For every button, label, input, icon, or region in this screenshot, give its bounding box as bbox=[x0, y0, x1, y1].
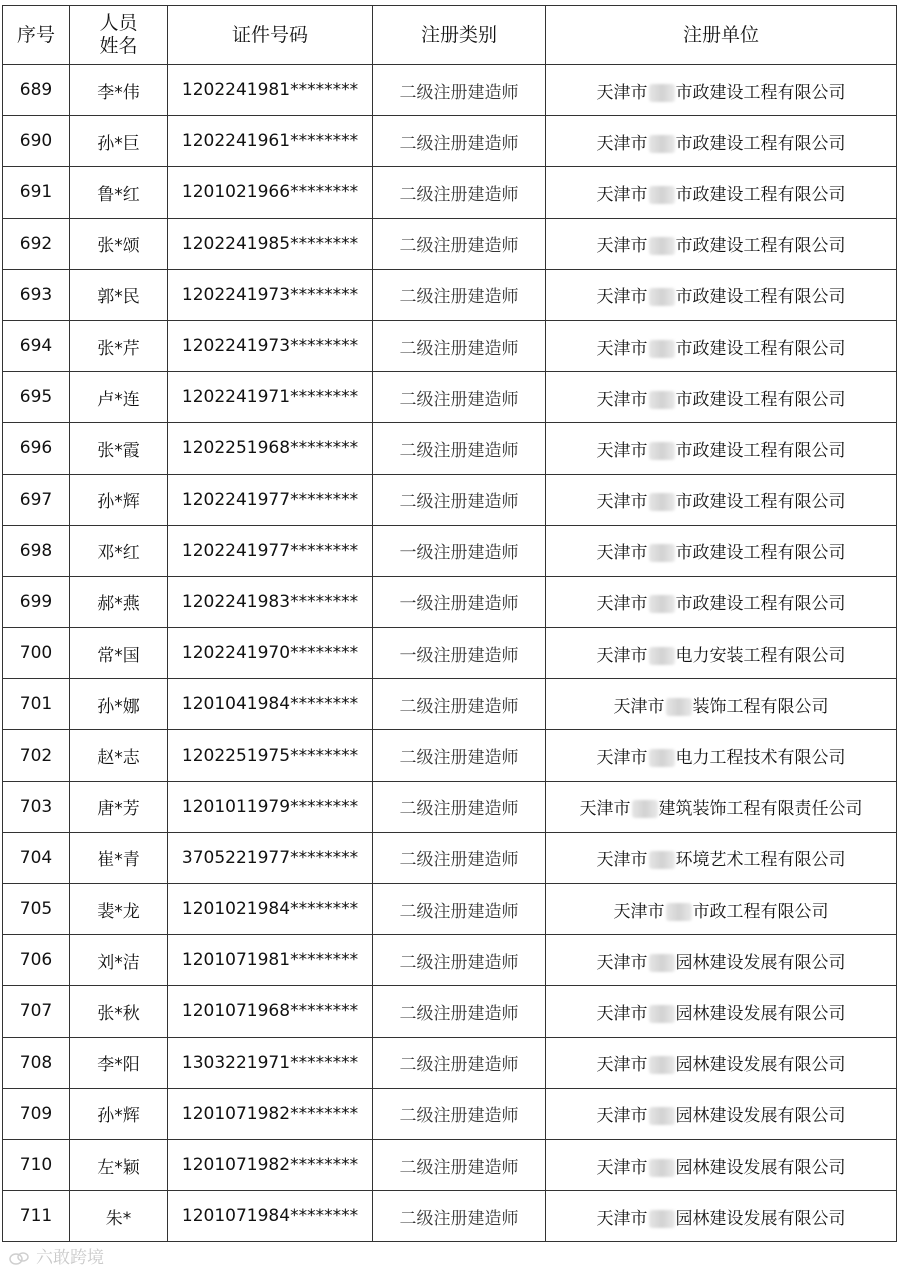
unit-cell bbox=[546, 986, 897, 1037]
name-cell: 郭*民 bbox=[70, 269, 168, 320]
name-cell: 张*秋 bbox=[70, 986, 168, 1037]
unit-prefix: 天津市 bbox=[596, 133, 648, 154]
id-number-cell: 1202241973******** bbox=[168, 320, 373, 371]
redaction-blur bbox=[649, 1005, 675, 1023]
unit-suffix: 电力安装工程有限公司 bbox=[675, 645, 846, 666]
category-cell: 一级注册建造师 bbox=[373, 628, 546, 679]
category-cell: 二级注册建造师 bbox=[373, 1139, 546, 1190]
id-number-cell: 1202241971******** bbox=[168, 372, 373, 423]
id-number-cell: 1202251975******** bbox=[168, 730, 373, 781]
seq-cell: 701 bbox=[3, 679, 70, 730]
redaction-blur bbox=[649, 493, 675, 511]
category-cell: 二级注册建造师 bbox=[373, 781, 546, 832]
name-cell: 唐*芳 bbox=[70, 781, 168, 832]
redaction-blur bbox=[649, 1056, 675, 1074]
redaction-blur bbox=[649, 851, 675, 869]
category-cell: 二级注册建造师 bbox=[373, 884, 546, 935]
seq-cell: 703 bbox=[3, 781, 70, 832]
table-row bbox=[3, 730, 897, 781]
unit-cell bbox=[546, 832, 897, 883]
unit-cell bbox=[546, 781, 897, 832]
seq-cell: 707 bbox=[3, 986, 70, 1037]
seq-cell: 699 bbox=[3, 576, 70, 627]
id-number-cell: 1201071982******** bbox=[168, 1139, 373, 1190]
table-row bbox=[3, 372, 897, 423]
category-cell: 二级注册建造师 bbox=[373, 679, 546, 730]
seq-cell: 710 bbox=[3, 1139, 70, 1190]
name-cell: 裴*龙 bbox=[70, 884, 168, 935]
seq-cell: 709 bbox=[3, 1088, 70, 1139]
category-cell: 二级注册建造师 bbox=[373, 65, 546, 116]
redaction-blur bbox=[649, 749, 675, 767]
category-cell: 二级注册建造师 bbox=[373, 116, 546, 167]
unit-cell bbox=[546, 116, 897, 167]
category-cell: 二级注册建造师 bbox=[373, 167, 546, 218]
redaction-blur bbox=[649, 595, 675, 613]
unit-prefix: 天津市 bbox=[596, 287, 648, 308]
unit-prefix: 天津市 bbox=[596, 594, 648, 615]
id-number-cell: 1202241977******** bbox=[168, 474, 373, 525]
table-body bbox=[3, 65, 897, 1242]
category-cell: 二级注册建造师 bbox=[373, 218, 546, 269]
redaction-blur bbox=[649, 186, 675, 204]
seq-cell: 705 bbox=[3, 884, 70, 935]
id-number-cell: 1202241973******** bbox=[168, 269, 373, 320]
unit-suffix: 市政建设工程有限公司 bbox=[675, 236, 846, 257]
table-row bbox=[3, 116, 897, 167]
unit-prefix: 天津市 bbox=[596, 645, 648, 666]
unit-prefix: 天津市 bbox=[596, 1157, 648, 1178]
name-cell: 李*阳 bbox=[70, 1037, 168, 1088]
unit-suffix: 园林建设发展有限公司 bbox=[675, 1003, 846, 1024]
header-seq: 序号 bbox=[3, 6, 70, 65]
name-cell: 郝*燕 bbox=[70, 576, 168, 627]
redaction-blur bbox=[649, 391, 675, 409]
unit-suffix: 园林建设发展有限公司 bbox=[675, 952, 846, 973]
table-row bbox=[3, 525, 897, 576]
id-number-cell: 1201011979******** bbox=[168, 781, 373, 832]
unit-cell bbox=[546, 423, 897, 474]
unit-suffix: 园林建设发展有限公司 bbox=[675, 1208, 846, 1229]
unit-suffix: 市政建设工程有限公司 bbox=[675, 287, 846, 308]
unit-cell bbox=[546, 1139, 897, 1190]
unit-suffix: 环境艺术工程有限公司 bbox=[675, 850, 846, 871]
table-row bbox=[3, 781, 897, 832]
redaction-blur bbox=[649, 340, 675, 358]
table-row bbox=[3, 218, 897, 269]
category-cell: 二级注册建造师 bbox=[373, 986, 546, 1037]
name-cell: 崔*青 bbox=[70, 832, 168, 883]
id-number-cell: 1202241983******** bbox=[168, 576, 373, 627]
id-number-cell: 1202241981******** bbox=[168, 65, 373, 116]
unit-suffix: 市政建设工程有限公司 bbox=[675, 440, 846, 461]
unit-suffix: 市政工程有限公司 bbox=[692, 901, 829, 922]
unit-suffix: 市政建设工程有限公司 bbox=[675, 543, 846, 564]
redaction-blur bbox=[632, 800, 658, 818]
unit-cell bbox=[546, 218, 897, 269]
unit-suffix: 市政建设工程有限公司 bbox=[675, 594, 846, 615]
unit-suffix: 装饰工程有限公司 bbox=[692, 696, 829, 717]
unit-suffix: 市政建设工程有限公司 bbox=[675, 492, 846, 513]
redaction-blur bbox=[649, 288, 675, 306]
unit-cell bbox=[546, 884, 897, 935]
category-cell: 二级注册建造师 bbox=[373, 1088, 546, 1139]
id-number-cell: 1201071968******** bbox=[168, 986, 373, 1037]
header-name bbox=[70, 6, 168, 65]
unit-prefix: 天津市 bbox=[596, 748, 648, 769]
name-cell: 邓*红 bbox=[70, 525, 168, 576]
redaction-blur bbox=[649, 442, 675, 460]
registration-table bbox=[2, 5, 897, 1242]
name-cell: 张*霞 bbox=[70, 423, 168, 474]
unit-cell bbox=[546, 525, 897, 576]
category-cell: 一级注册建造师 bbox=[373, 576, 546, 627]
unit-prefix: 天津市 bbox=[596, 236, 648, 257]
id-number-cell: 1201021966******** bbox=[168, 167, 373, 218]
unit-suffix: 市政建设工程有限公司 bbox=[675, 338, 846, 359]
unit-suffix: 市政建设工程有限公司 bbox=[675, 184, 846, 205]
unit-suffix: 建筑装饰工程有限责任公司 bbox=[658, 799, 863, 820]
watermark bbox=[8, 1243, 104, 1268]
unit-suffix: 园林建设发展有限公司 bbox=[675, 1157, 846, 1178]
unit-prefix: 天津市 bbox=[596, 1106, 648, 1127]
unit-cell bbox=[546, 65, 897, 116]
table-row bbox=[3, 986, 897, 1037]
watermark-logo-icon bbox=[8, 1250, 30, 1266]
seq-cell: 711 bbox=[3, 1191, 70, 1242]
unit-prefix: 天津市 bbox=[596, 389, 648, 410]
header-id: 证件号码 bbox=[168, 6, 373, 65]
table-row bbox=[3, 423, 897, 474]
name-cell: 朱* bbox=[70, 1191, 168, 1242]
category-cell: 二级注册建造师 bbox=[373, 474, 546, 525]
name-cell: 鲁*红 bbox=[70, 167, 168, 218]
seq-cell: 692 bbox=[3, 218, 70, 269]
name-cell: 左*颖 bbox=[70, 1139, 168, 1190]
id-number-cell: 1201071984******** bbox=[168, 1191, 373, 1242]
header-category: 注册类别 bbox=[373, 6, 546, 65]
redaction-blur bbox=[649, 135, 675, 153]
id-number-cell: 1201071982******** bbox=[168, 1088, 373, 1139]
category-cell: 二级注册建造师 bbox=[373, 423, 546, 474]
unit-cell bbox=[546, 628, 897, 679]
unit-cell bbox=[546, 730, 897, 781]
name-cell: 孙*娜 bbox=[70, 679, 168, 730]
table-row bbox=[3, 474, 897, 525]
unit-prefix: 天津市 bbox=[596, 1208, 648, 1229]
table-row bbox=[3, 884, 897, 935]
unit-suffix: 市政建设工程有限公司 bbox=[675, 389, 846, 410]
category-cell: 一级注册建造师 bbox=[373, 525, 546, 576]
table-row bbox=[3, 1139, 897, 1190]
header-row bbox=[3, 6, 897, 65]
table-row bbox=[3, 935, 897, 986]
name-cell: 赵*志 bbox=[70, 730, 168, 781]
seq-cell: 706 bbox=[3, 935, 70, 986]
table-row bbox=[3, 269, 897, 320]
redaction-blur bbox=[649, 1107, 675, 1125]
table-row bbox=[3, 65, 897, 116]
id-number-cell: 1202241985******** bbox=[168, 218, 373, 269]
unit-cell bbox=[546, 576, 897, 627]
unit-prefix: 天津市 bbox=[596, 952, 648, 973]
category-cell: 二级注册建造师 bbox=[373, 320, 546, 371]
name-cell: 常*国 bbox=[70, 628, 168, 679]
name-cell: 孙*辉 bbox=[70, 1088, 168, 1139]
redaction-blur bbox=[666, 903, 692, 921]
unit-cell bbox=[546, 1037, 897, 1088]
seq-cell: 695 bbox=[3, 372, 70, 423]
seq-cell: 698 bbox=[3, 525, 70, 576]
redaction-blur bbox=[649, 647, 675, 665]
seq-cell: 704 bbox=[3, 832, 70, 883]
unit-prefix: 天津市 bbox=[613, 901, 665, 922]
unit-cell bbox=[546, 320, 897, 371]
unit-cell bbox=[546, 1088, 897, 1139]
table-row bbox=[3, 1191, 897, 1242]
seq-cell: 693 bbox=[3, 269, 70, 320]
name-cell: 孙*巨 bbox=[70, 116, 168, 167]
name-cell: 张*芹 bbox=[70, 320, 168, 371]
seq-cell: 696 bbox=[3, 423, 70, 474]
unit-prefix: 天津市 bbox=[596, 440, 648, 461]
seq-cell: 694 bbox=[3, 320, 70, 371]
seq-cell: 689 bbox=[3, 65, 70, 116]
header-unit: 注册单位 bbox=[546, 6, 897, 65]
table-row bbox=[3, 1088, 897, 1139]
id-number-cell: 1202241970******** bbox=[168, 628, 373, 679]
unit-suffix: 电力工程技术有限公司 bbox=[675, 748, 846, 769]
unit-prefix: 天津市 bbox=[596, 184, 648, 205]
category-cell: 二级注册建造师 bbox=[373, 730, 546, 781]
seq-cell: 690 bbox=[3, 116, 70, 167]
id-number-cell: 1202241961******** bbox=[168, 116, 373, 167]
unit-cell bbox=[546, 474, 897, 525]
seq-cell: 691 bbox=[3, 167, 70, 218]
id-number-cell: 1201071981******** bbox=[168, 935, 373, 986]
unit-cell bbox=[546, 372, 897, 423]
table-row bbox=[3, 320, 897, 371]
unit-prefix: 天津市 bbox=[596, 1003, 648, 1024]
seq-cell: 702 bbox=[3, 730, 70, 781]
redaction-blur bbox=[649, 954, 675, 972]
category-cell: 二级注册建造师 bbox=[373, 935, 546, 986]
table-row bbox=[3, 1037, 897, 1088]
id-number-cell: 3705221977******** bbox=[168, 832, 373, 883]
category-cell: 二级注册建造师 bbox=[373, 832, 546, 883]
unit-suffix: 园林建设发展有限公司 bbox=[675, 1106, 846, 1127]
category-cell: 二级注册建造师 bbox=[373, 372, 546, 423]
unit-prefix: 天津市 bbox=[596, 850, 648, 871]
unit-cell bbox=[546, 269, 897, 320]
name-cell: 孙*辉 bbox=[70, 474, 168, 525]
id-number-cell: 1202241977******** bbox=[168, 525, 373, 576]
id-number-cell: 1201041984******** bbox=[168, 679, 373, 730]
redaction-blur bbox=[649, 237, 675, 255]
name-cell: 李*伟 bbox=[70, 65, 168, 116]
category-cell: 二级注册建造师 bbox=[373, 1191, 546, 1242]
redaction-blur bbox=[649, 544, 675, 562]
redaction-blur bbox=[649, 1159, 675, 1177]
unit-prefix: 天津市 bbox=[596, 543, 648, 564]
category-cell: 二级注册建造师 bbox=[373, 269, 546, 320]
table-row bbox=[3, 832, 897, 883]
header-name-line1: 人员 bbox=[99, 12, 138, 34]
table-row bbox=[3, 679, 897, 730]
name-cell: 卢*连 bbox=[70, 372, 168, 423]
seq-cell: 697 bbox=[3, 474, 70, 525]
redaction-blur bbox=[666, 698, 692, 716]
unit-prefix: 天津市 bbox=[596, 82, 648, 103]
redaction-blur bbox=[649, 1210, 675, 1228]
table-row bbox=[3, 628, 897, 679]
unit-cell bbox=[546, 167, 897, 218]
unit-cell bbox=[546, 935, 897, 986]
id-number-cell: 1303221971******** bbox=[168, 1037, 373, 1088]
watermark-text: 六敢跨境 bbox=[36, 1248, 104, 1268]
unit-prefix: 天津市 bbox=[579, 799, 631, 820]
header-name-line2: 姓名 bbox=[99, 35, 138, 57]
name-cell: 张*颂 bbox=[70, 218, 168, 269]
unit-suffix: 市政建设工程有限公司 bbox=[675, 133, 846, 154]
unit-cell bbox=[546, 1191, 897, 1242]
unit-suffix: 市政建设工程有限公司 bbox=[675, 82, 846, 103]
seq-cell: 708 bbox=[3, 1037, 70, 1088]
id-number-cell: 1201021984******** bbox=[168, 884, 373, 935]
unit-cell bbox=[546, 679, 897, 730]
id-number-cell: 1202251968******** bbox=[168, 423, 373, 474]
table-row bbox=[3, 576, 897, 627]
redaction-blur bbox=[649, 84, 675, 102]
unit-prefix: 天津市 bbox=[613, 696, 665, 717]
unit-prefix: 天津市 bbox=[596, 1055, 648, 1076]
seq-cell: 700 bbox=[3, 628, 70, 679]
category-cell: 二级注册建造师 bbox=[373, 1037, 546, 1088]
unit-suffix: 园林建设发展有限公司 bbox=[675, 1055, 846, 1076]
unit-prefix: 天津市 bbox=[596, 492, 648, 513]
table-row bbox=[3, 167, 897, 218]
name-cell: 刘*洁 bbox=[70, 935, 168, 986]
unit-prefix: 天津市 bbox=[596, 338, 648, 359]
